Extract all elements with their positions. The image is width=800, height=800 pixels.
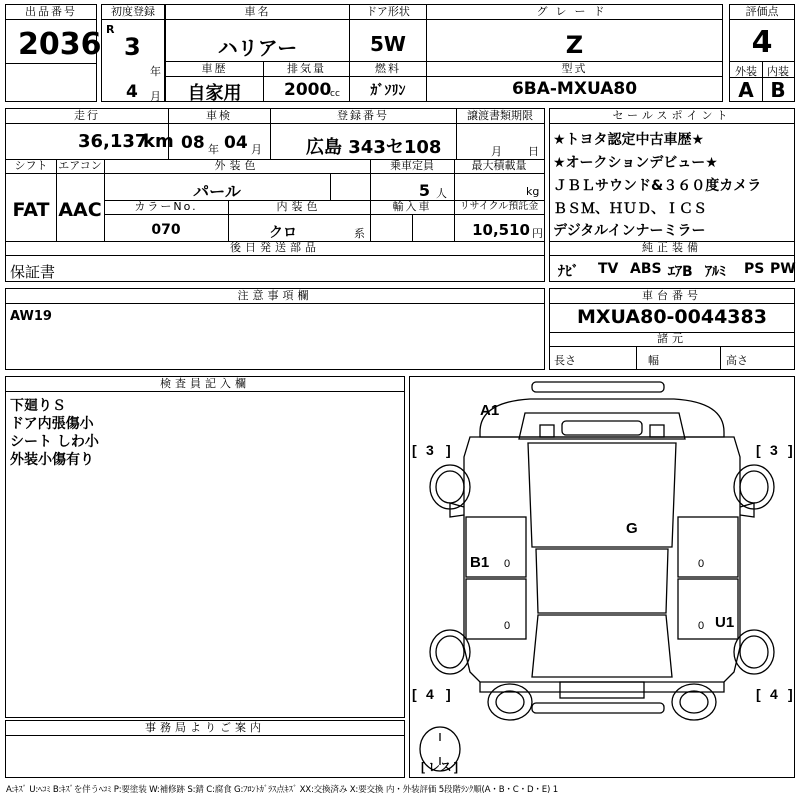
mileage-unit: km <box>143 131 174 152</box>
front-bumper <box>532 382 664 392</box>
grade: Z <box>565 31 584 59</box>
mark-a1: A1 <box>480 402 500 419</box>
equipment-item: ABS <box>630 261 662 277</box>
sales-line: ＪＢＬサウンド&３６０度カメラ <box>553 178 762 194</box>
shift: FAT <box>12 199 50 221</box>
length-label: 長さ <box>554 354 576 367</box>
equipment-item: PW <box>770 261 796 277</box>
month-unit: 月 <box>150 90 161 103</box>
height-label: 高さ <box>726 354 748 367</box>
interior-label: 内装色 <box>228 200 370 215</box>
reg-month: 4 <box>126 82 138 102</box>
fuel-label: 燃料 <box>350 62 426 77</box>
score: 4 <box>751 25 773 60</box>
insp-year-unit: 年 <box>208 143 219 156</box>
tire-front-right: 3 <box>770 442 778 458</box>
notes-text: AW19 <box>10 309 52 324</box>
chassis-number: MXUA80-0044383 <box>577 306 767 328</box>
inspector-box <box>5 376 405 718</box>
svg-text:0: 0 <box>504 620 511 632</box>
ac-label: エアコン <box>56 159 104 174</box>
notes-box <box>5 288 545 370</box>
colorno-label: カラーNo. <box>104 200 228 215</box>
score-box <box>729 4 795 62</box>
insp-month-unit: 月 <box>251 143 262 156</box>
legend: A:ｷｽﾞ U:ﾍｺﾐ B:ｷｽﾞを伴うﾍｺﾐ P:要塗装 W:補修跡 S:錆 C:腐食 G:ﾌﾛﾝﾄｶﾞﾗｽ点ｷｽﾞ XX:交換済み X:要交換 内・外装評価 5段階ﾗﾝｸ順(A・B・C・D・E) 1 <box>6 785 558 795</box>
first-reg-label: 初度登録 <box>102 5 164 20</box>
svg-text:]: ] <box>446 686 451 702</box>
insp-year: 08 <box>181 133 205 153</box>
recycle-unit: 円 <box>532 227 543 240</box>
model-label: 型式 <box>427 62 722 77</box>
recycle-fee: 10,510 <box>472 221 530 239</box>
mileage: 36,137 <box>78 131 148 152</box>
int-rating: B <box>770 78 786 102</box>
import-label: 輸入車 <box>370 200 454 215</box>
plate-number: 広島 343セ108 <box>306 137 442 158</box>
door-label: ドア形状 <box>350 5 426 20</box>
rear-window <box>532 615 672 677</box>
lot-number: 2036 <box>18 27 102 62</box>
sales-line: ＢＳＭ、ＨＵＤ、ＩＣＳ <box>553 201 707 217</box>
name-label: 車名 <box>166 5 349 20</box>
lot-label: 出品番号 <box>6 5 96 20</box>
svg-text:[: [ <box>756 686 761 702</box>
svg-text:]: ] <box>446 442 451 458</box>
right-front-door <box>678 517 738 577</box>
svg-text:[: [ <box>421 760 425 774</box>
inspector-label: 検査員記入欄 <box>6 377 404 392</box>
windshield <box>528 443 676 547</box>
equipment-label: 純正装備 <box>550 241 794 256</box>
model-box <box>426 61 723 102</box>
equipment-item: TV <box>598 261 619 277</box>
spec-label: 諸元 <box>550 332 794 347</box>
inspector-line: シート しわ小 <box>10 434 99 450</box>
displacement-unit: cc <box>330 89 340 99</box>
inspection-label: 車検 <box>168 109 270 124</box>
transfer-day: 日 <box>528 145 539 158</box>
fuel-box <box>349 61 427 102</box>
score-label: 評価点 <box>730 5 794 20</box>
door-type: 5W <box>370 32 406 56</box>
load-label: 最大積載量 <box>454 159 544 174</box>
capacity-label: 乗車定員 <box>370 159 454 174</box>
sales-line: デジタルインナーミラー <box>553 223 706 239</box>
inspector-line: 下廻りＳ <box>10 398 66 414</box>
reg-year: 3 <box>124 33 141 61</box>
svg-text:[: [ <box>756 442 761 458</box>
era: R <box>106 23 115 36</box>
later-parts-label: 後日発送部品 <box>6 241 544 256</box>
equipment-item: ｴｱB <box>668 264 693 280</box>
mark-g: G <box>626 520 638 537</box>
left-rear-door <box>466 579 526 639</box>
vehicle-details-box <box>5 108 545 282</box>
first-registration-box <box>101 4 165 102</box>
insp-month: 04 <box>224 133 248 153</box>
transfer-label: 譲渡書類期限 <box>456 109 544 124</box>
tire-rear-right: 4 <box>770 686 778 702</box>
displacement: 2000 <box>284 80 332 100</box>
sales-line: ★オークションデビュー★ <box>553 155 718 171</box>
svg-text:[: [ <box>412 442 417 458</box>
mark-b1: B1 <box>470 554 490 571</box>
grade-box <box>426 4 723 62</box>
car-name-box <box>165 4 350 62</box>
chassis-label: 車台番号 <box>550 289 794 304</box>
roof <box>536 549 668 613</box>
ac: AAC <box>58 199 102 221</box>
front-panel <box>480 399 724 437</box>
shift-label: シフト <box>6 159 56 174</box>
svg-text:]: ] <box>454 760 458 774</box>
int-label: 内装 <box>767 65 789 78</box>
car-name: ハリアー <box>217 36 298 60</box>
color-number: 070 <box>151 222 181 238</box>
spare-tire-label: レス <box>428 760 452 774</box>
notes-label: 注意事項欄 <box>6 289 544 304</box>
equipment-item: ｱﾙﾐ <box>705 264 726 280</box>
sales-points-box <box>549 108 795 282</box>
model: 6BA-MXUA80 <box>511 79 638 99</box>
svg-text:0: 0 <box>698 558 705 570</box>
car-diagram <box>410 377 794 777</box>
equipment-item: ﾅﾋﾞ <box>558 264 579 280</box>
svg-text:0: 0 <box>504 558 511 570</box>
capacity: 5 <box>418 181 430 200</box>
ext-rating: A <box>738 78 754 102</box>
tire-rear-left: 4 <box>426 686 434 702</box>
mark-u1: U1 <box>715 614 735 631</box>
tire-front-left: 3 <box>426 442 434 458</box>
fuel: ｶﾞｿﾘﾝ <box>370 83 406 99</box>
color-label: 外装色 <box>104 159 370 174</box>
equipment-item: PS <box>744 261 765 277</box>
later-parts: 保証書 <box>10 263 56 281</box>
load-unit: kg <box>526 185 540 198</box>
plate-label: 登録番号 <box>270 109 456 124</box>
office-box <box>5 720 405 778</box>
capacity-unit: 人 <box>436 187 447 200</box>
sales-line: ★トヨタ認定中古車歴★ <box>553 132 705 148</box>
transfer-month: 月 <box>491 145 502 158</box>
history-box <box>165 61 264 102</box>
inspector-line: 外装小傷有り <box>10 452 94 468</box>
inspector-line: ドア内張傷小 <box>10 416 94 432</box>
interior-unit: 系 <box>354 227 365 240</box>
interior-color: クロ <box>269 225 297 241</box>
mileage-label: 走行 <box>6 109 168 124</box>
displacement-label: 排気量 <box>264 62 349 77</box>
car-diagram-box <box>409 376 795 778</box>
ext-label: 外装 <box>735 65 757 78</box>
lot-box <box>5 4 102 102</box>
recycle-label: リサイクル預託金 <box>454 200 544 215</box>
svg-text:[: [ <box>412 686 417 702</box>
displacement-box <box>263 61 350 102</box>
door-box <box>349 4 427 62</box>
year-unit: 年 <box>150 65 161 78</box>
sales-label: セールスポイント <box>550 109 794 124</box>
svg-text:0: 0 <box>698 620 705 632</box>
svg-text:]: ] <box>788 442 793 458</box>
rear-bumper <box>532 703 664 713</box>
width-label: 幅 <box>648 354 659 367</box>
exterior-color: パール <box>193 182 241 201</box>
chassis-box <box>549 288 795 370</box>
office-label: 事務局よりご案内 <box>6 721 404 736</box>
history: 自家用 <box>187 83 242 104</box>
svg-text:]: ] <box>788 686 793 702</box>
history-label: 車歴 <box>166 62 263 77</box>
grade-label: グレード <box>427 5 722 20</box>
ext-int-box <box>729 61 795 102</box>
